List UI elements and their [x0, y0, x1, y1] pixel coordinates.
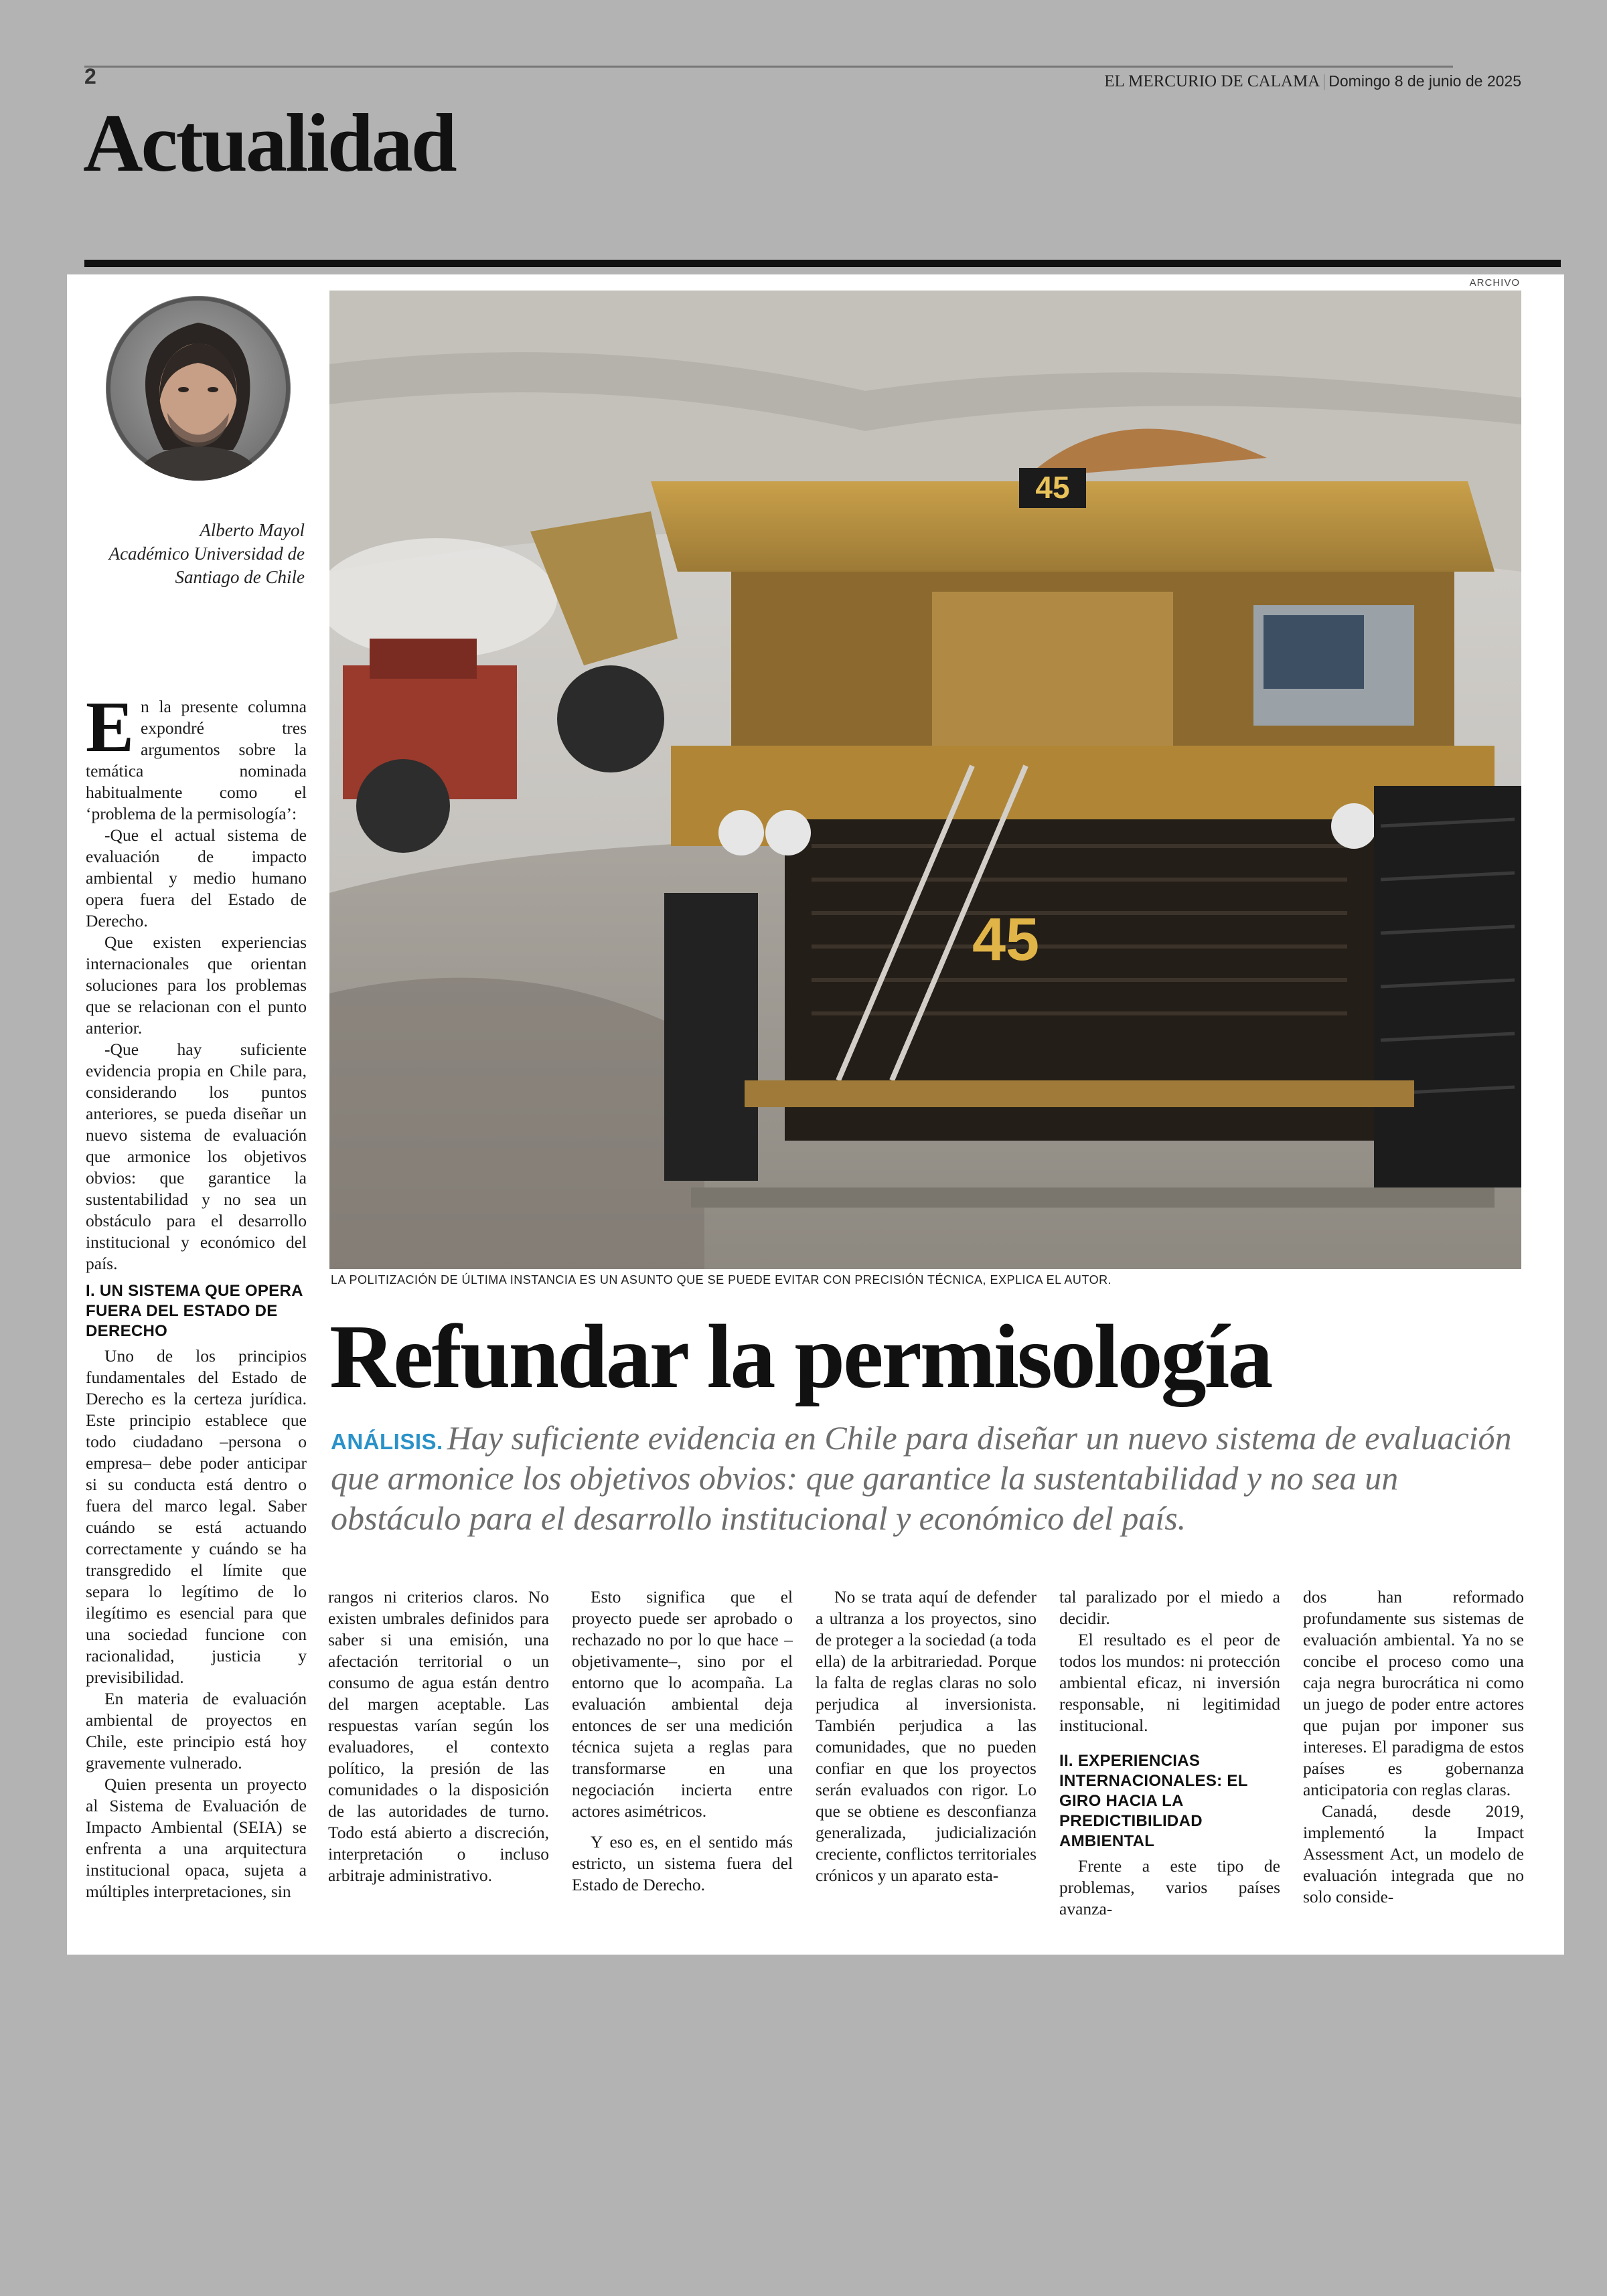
- subheading-2: II. EXPERIENCIAS INTERNACIONALES: EL GIRO HACIA LA PREDICTIBILIDAD AMBIENTAL: [1059, 1752, 1248, 1850]
- paragraph: No se trata aquí de defender a ultranza a los proyectos, sino de proteger a la sociedad (a toda ella) de la arbitrariedad. Porque la falta de reglas claras no solo perjudica al inversionista. También perjudica a las comunidades, que no pueden confiar en que los proyectos serán evaluados con rigor. Lo que se obtiene es desconfianza generalizada, judicialización creciente, conflictos territoriales crónicos y un aparato esta-: [816, 1587, 1037, 1885]
- article-column-1: [86, 687, 307, 1902]
- author-role-line1: Académico Universidad de: [108, 544, 305, 564]
- kicker: ANÁLISIS.: [331, 1429, 443, 1454]
- paragraph: Uno de los principios fundamentales del Estado de Derecho es la certeza jurídica. Este principio establece que todo ciudadano –persona o empresa– debe poder anticipar si su conducta está dentro o fuera del marco legal. Saber cuándo se está actuando correctamente y cuándo se ha transgredido el límite que separa lo legítimo de lo ilegítimo es esencial para que una sociedad funcione con racionalidad, justicia y previsibilidad.: [86, 1346, 307, 1687]
- newspaper-name: EL MERCURIO DE CALAMA: [1104, 72, 1320, 90]
- masthead-separator: |: [1322, 72, 1326, 90]
- mining-truck-photo: [329, 291, 1521, 1269]
- photo-caption: LA POLITIZACIÓN DE ÚLTIMA INSTANCIA ES UN ASUNTO QUE SE PUEDE EVITAR CON PRECISIÓN TÉCNICA, EXPLICA EL AUTOR.: [331, 1273, 1112, 1287]
- subheading-1: I. UN SISTEMA QUE OPERA FUERA DEL ESTADO DE DERECHO: [86, 1282, 303, 1340]
- paragraph: Canadá, desde 2019, implementó la Impact Assessment Act, un modelo de evaluación integrada que no solo conside-: [1303, 1801, 1524, 1906]
- drop-cap: E: [86, 687, 135, 767]
- section-rule: [84, 260, 1561, 267]
- deck-text: Hay suficiente evidencia en Chile para diseñar un nuevo sistema de evaluación que armonice los objetivos obvios: que garantice la sustentabilidad y no sea un obstáculo para el desarrollo institucional y económico del país.: [331, 1419, 1512, 1537]
- truck-number-front: 45: [972, 906, 1040, 973]
- page-number: 2: [84, 64, 96, 88]
- truck-number-top: 45: [1035, 470, 1070, 505]
- author-photo: [106, 296, 291, 481]
- article-column-3: [572, 1586, 793, 1896]
- paragraph: Y eso es, en el sentido más estricto, un sistema fuera del Estado de Derecho.: [572, 1832, 793, 1894]
- article-column-2: [328, 1586, 549, 1886]
- headline: Refundar la permisología: [329, 1307, 1272, 1407]
- paragraph: -Que el actual sistema de evaluación de impacto ambiental y medio humano opera fuera del Estado de Derecho.: [86, 825, 307, 930]
- paragraph-text: n la presente columna expondré tres argumentos sobre la temática nominada habitualmente como el ‘problema de la permisología’:: [86, 697, 307, 823]
- paragraph: -Que hay suficiente evidencia propia en Chile para, considerando los puntos anteriores, se pueda diseñar un nuevo sistema de evaluación que armonice los objetivos obvios: que garantice la sustentabilidad y no sea un obstáculo para el desarrollo institucional y económico del país.: [86, 1040, 307, 1273]
- deck: [331, 1418, 1523, 1538]
- paragraph: dos han reformado profundamente sus sistemas de evaluación ambiental. Ya no se concibe el proceso como una caja negra burocrática ni como un juego de poder entre actores que pujan por imponer sus intereses. El paradigma de estos países es gobernanza anticipatoria con reglas claras.: [1303, 1587, 1524, 1799]
- article-column-4: [816, 1586, 1037, 1886]
- paragraph: Quien presenta un proyecto al Sistema de Evaluación de Impacto Ambiental (SEIA) se enfrenta a una arquitectura institucional opaca, sujeta a múltiples interpretaciones, sin: [86, 1775, 307, 1901]
- section-title: Actualidad: [83, 97, 455, 189]
- paragraph: Frente a este tipo de problemas, varios países avanza-: [1059, 1856, 1280, 1918]
- paragraph: tal paralizado por el miedo a decidir.: [1059, 1587, 1280, 1628]
- article-column-6: [1303, 1586, 1524, 1908]
- paragraph: En materia de evaluación ambiental de proyectos en Chile, este principio está hoy gravemente vulnerado.: [86, 1689, 307, 1773]
- author-byline: [100, 519, 305, 589]
- paragraph: Esto significa que el proyecto puede ser aprobado o rechazado no por lo que hace –objetivamente–, sino por el entorno que lo acompaña. La evaluación ambiental deja entonces de ser una medición técnica sujeta a reglas para transformarse en una negociación incierta entre actores asimétricos.: [572, 1587, 793, 1821]
- masthead: [1104, 72, 1521, 91]
- paragraph: Que existen experiencias internacionales que orientan soluciones para los problemas que se relacionan con el punto anterior.: [86, 932, 307, 1038]
- author-role-line2: Santiago de Chile: [175, 567, 305, 587]
- photo-credit: ARCHIVO: [1469, 277, 1520, 289]
- paragraph: [86, 687, 307, 825]
- header-rule: [84, 66, 1453, 68]
- article-column-5: [1059, 1586, 1280, 1920]
- author-name: Alberto Mayol: [200, 520, 305, 540]
- issue-date: Domingo 8 de junio de 2025: [1328, 72, 1521, 90]
- paragraph: El resultado es el peor de todos los mundos: ni protección ambiental eficaz, ni inversión responsable, ni legitimidad institucional.: [1059, 1630, 1280, 1735]
- paragraph: rangos ni criterios claros. No existen umbrales definidos para saber si una emisión, una afectación territorial o un consumo de agua están dentro del margen aceptable. Las respuestas varían según los evaluadores, el contexto político, la presión de las comunidades o la disposición de las autoridades de turno. Todo está abierto a discreción, interpretación o incluso arbitraje administrativo.: [328, 1587, 549, 1885]
